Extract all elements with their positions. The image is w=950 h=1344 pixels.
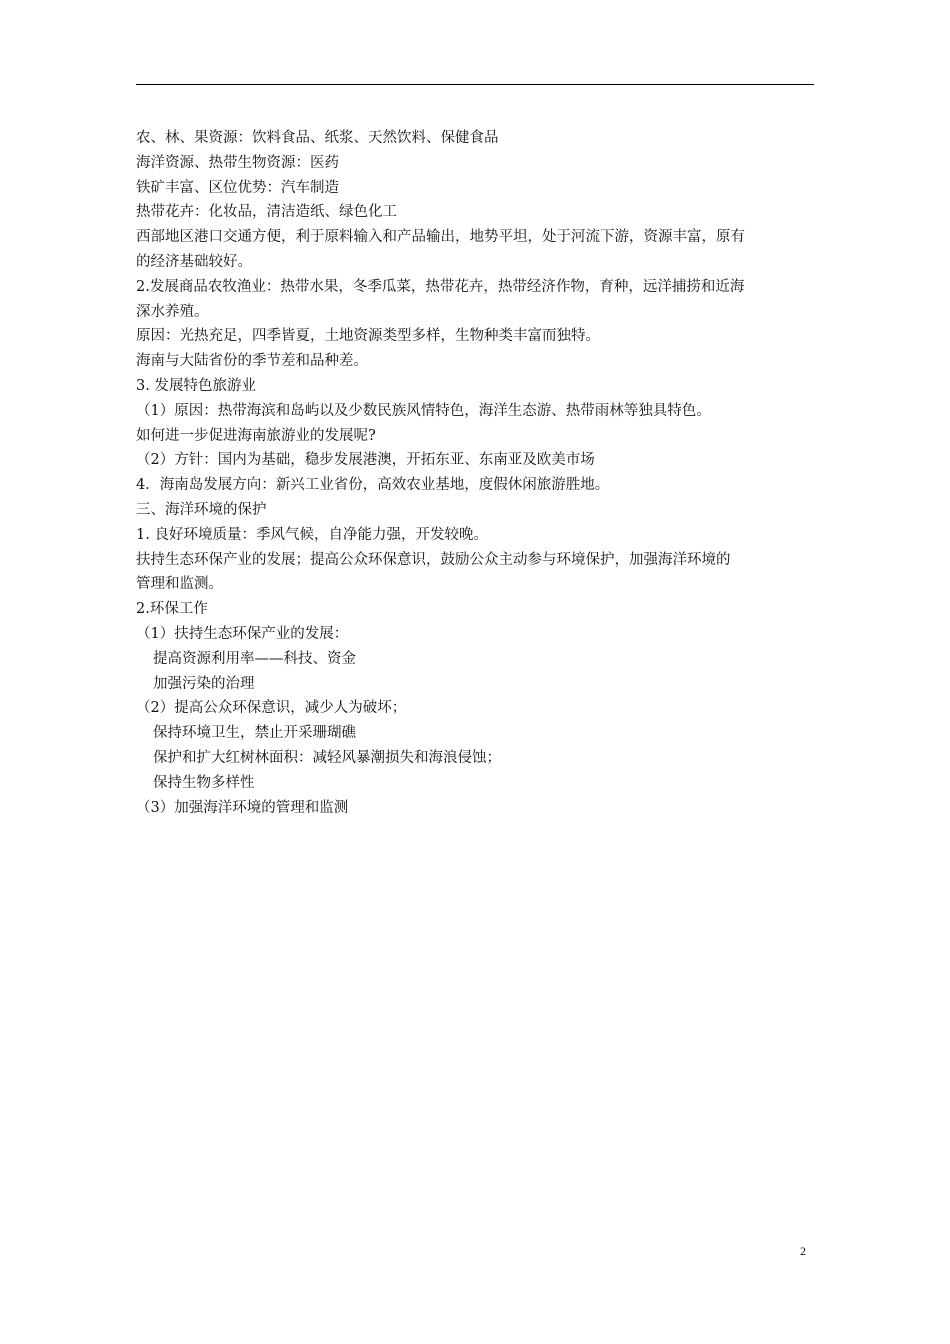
- section-heading: 三、海洋环境的保护: [136, 501, 267, 518]
- indented-line: 保持生物多样性: [153, 774, 255, 791]
- indented-line: 加强污染的治理: [153, 675, 255, 692]
- text-line: 管理和监测。: [136, 576, 223, 593]
- text-line: 原因：光热充足，四季皆夏，土地资源类型多样，生物种类丰富而独特。: [136, 328, 600, 345]
- text-line: 农、林、果资源：饮料食品、纸浆、天然饮料、保健食品: [136, 130, 499, 146]
- text-line: 铁矿丰富、区位优势：汽车制造: [136, 179, 339, 196]
- section-heading: 2.环保工作: [136, 601, 208, 618]
- document-body: [136, 126, 816, 820]
- indented-line: 提高资源利用率——科技、资金: [153, 650, 356, 667]
- text-line: （1）扶持生态环保产业的发展：: [136, 625, 349, 642]
- section-heading: 3. 发展特色旅游业: [136, 377, 256, 394]
- text-line: 海南与大陆省份的季节差和品种差。: [136, 353, 368, 370]
- text-line: 4．海南岛发展方向：新兴工业省份，高效农业基地，度假休闲旅游胜地。: [136, 477, 610, 494]
- text-line: （1）原因：热带海滨和岛屿以及少数民族风情特色，海洋生态游、热带雨林等独具特色。: [136, 402, 711, 419]
- text-line: （2）提高公众环保意识，减少人为破坏；: [136, 700, 407, 717]
- text-line: 如何进一步促进海南旅游业的发展呢?: [136, 427, 376, 444]
- text-line: 的经济基础较好。: [136, 253, 252, 270]
- header-rule: [136, 84, 814, 85]
- text-line: 深水养殖。: [136, 303, 209, 320]
- text-line: 扶持生态环保产业的发展；提高公众环保意识，鼓励公众主动参与环境保护，加强海洋环境的: [136, 551, 731, 568]
- page-number: 2: [800, 1244, 806, 1258]
- indented-line: 保持环境卫生，禁止开采珊瑚礁: [153, 725, 356, 742]
- text-line: （3）加强海洋环境的管理和监测: [136, 799, 349, 816]
- text-line: （2）方针：国内为基础，稳步发展港澳，开拓东亚、东南亚及欧美市场: [136, 452, 595, 469]
- text-line: 2.发展商品农牧渔业：热带水果，冬季瓜菜，热带花卉，热带经济作物，育种，远洋捕捞和近海: [136, 278, 745, 295]
- text-line: 海洋资源、热带生物资源：医药: [136, 154, 339, 171]
- text-line: 西部地区港口交通方便，利于原料输入和产品输出，地势平坦，处于河流下游，资源丰富，原有: [136, 229, 745, 246]
- text-line: 热带花卉：化妆品，清洁造纸、绿色化工: [136, 204, 397, 221]
- text-line: 1. 良好环境质量：季风气候，自净能力强，开发较晚。: [136, 526, 488, 543]
- indented-line: 保护和扩大红树林面积：减轻风暴潮损失和海浪侵蚀；: [153, 749, 501, 766]
